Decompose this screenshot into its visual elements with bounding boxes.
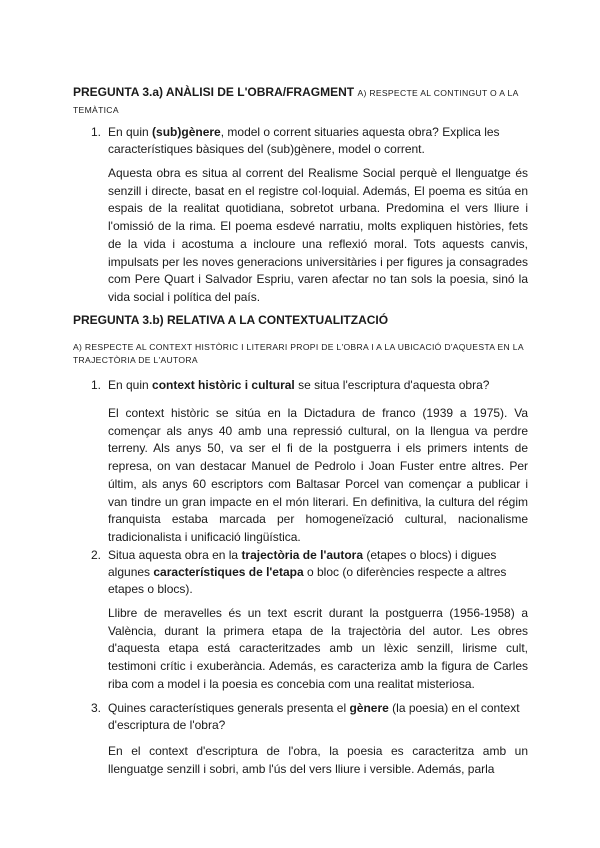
section-a-subtitle: A) RESPECTE AL CONTINGUT O A LA TEMÀTICA	[73, 88, 519, 115]
section-a-heading	[73, 84, 533, 118]
section-b-title: PREGUNTA 3.b) RELATIVA A LA CONTEXTUALITZACIÓ	[73, 313, 389, 327]
question-number: 1.	[91, 125, 102, 139]
section-b-heading	[73, 312, 533, 328]
section-b-subtitle: A) RESPECTE AL CONTEXT HISTÒRIC I LITERARI PROPI DE L'OBRA I A LA UBICACIÓ D'AQUESTA EN LA TRAJECTÒRIA DE L'AUTORA	[73, 342, 524, 365]
answer-b3: En el context d'escriptura de l'obra, la poesia es caracteritza amb un llenguatge senzill i sobri, amb l'ús del vers lliure i versible. Además, parla	[108, 744, 528, 776]
question-text: En quin context històric i cultural se situa l'escriptura d'aquesta obra?	[108, 378, 490, 392]
question-b3	[91, 700, 531, 734]
section-a-title: PREGUNTA 3.a) ANÀLISI DE L'OBRA/FRAGMENT	[73, 85, 355, 99]
question-b1	[91, 377, 531, 394]
question-text: En quin (sub)gènere, model o corrent situaries aquesta obra? Explica les característiques bàsiques del (sub)gènere, model o corrent.	[108, 125, 500, 156]
question-number: 3.	[91, 701, 102, 715]
question-a1	[91, 124, 531, 158]
answer-b2: Llibre de meravelles és un text escrit durant la postguerra (1956-1958) a València, durant la primera etapa de la trajectòria del autor. Les obres d'aquesta etapa está caracteritzades amb un lèxic senzill, lirisme cult, testimoni crític i exuberància. Además, es caracteriza amb la figura de Carles riba com a model i la poesia es concebia com una realitat misteriosa.	[108, 606, 528, 691]
question-text: Quines característiques generals presenta el gènere (la poesia) en el context d'escriptura de l'obra?	[108, 701, 520, 732]
question-number: 2.	[91, 548, 102, 562]
question-number: 1.	[91, 378, 102, 392]
question-text: Situa aquesta obra en la trajectòria de l'autora (etapes o blocs) i digues algunes característiques de l'etapa o bloc (o diferències respecte a altres etapes o blocs).	[108, 548, 507, 596]
answer-b1: El context històric se sitúa en la Dictadura de franco (1939 a 1975). Va començar als anys 40 amb una repressió cultural, on la llengua va perdre terreny. Als anys 50, va ser el fi de la postguerra i els primers intents de represa, on van destacar Manuel de Pedrolo i Joan Fuster entre altres. Per últim, als anys 60 escriptors com Baltasar Porcel van començar a publicar i van tindre un gran impacte en el món literari. En definitiva, la cultura del régim franquista estaba marcada per homogeneïzació cultural, nacionalisme tradicionalista i unificació lingüística.	[108, 406, 528, 544]
answer-a1: Aquesta obra es situa al corrent del Realisme Social perquè el llenguatge és senzill i directe, basat en el registre col·loquial. Además, El poema es sitúa en espais de la realitat quotidiana, sobretot urbana. Predomina el vers lliure i l'omissió de la rima. El poema esdevé narratiu, molts expliquen històries, fets de la vida i acostuma a incloure una reflexió moral. Tots aquests canvis, impulsats per les noves generacions universitàries i per figures ja consagrades com Pere Quart i Salvador Espriu, varen afectar no tan sols la poesia, sinó la vida social i política del país.	[108, 166, 528, 304]
question-b2	[91, 547, 531, 598]
